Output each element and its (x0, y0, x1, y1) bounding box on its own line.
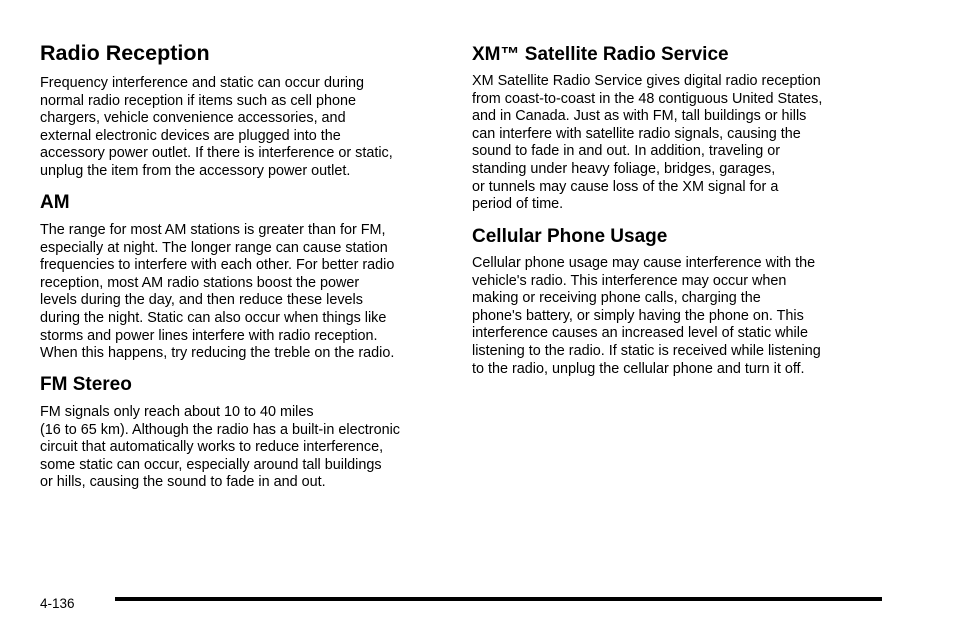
text-line: phone's battery, or simply having the phone on. This (472, 307, 804, 324)
text-line: to the radio, unplug the cellular phone and turn it off. (472, 360, 805, 377)
heading-am: AM (40, 192, 70, 213)
text-line: sound to fade in and out. In addition, traveling or (472, 143, 781, 160)
text-line: reception, most AM radio stations boost the power (40, 274, 360, 291)
text-line: FM signals only reach about 10 to 40 miles (40, 404, 314, 420)
text-line: interference causes an increased level of static while (472, 325, 808, 342)
footer-divider (115, 597, 882, 601)
text-line: from coast-to-coast in the 48 contiguous United States, (472, 90, 823, 107)
text-line: making or receiving phone calls, charging the (472, 290, 761, 307)
text-line: unplug the item from the accessory power outlet. (40, 162, 351, 179)
text-line: during the night. Static can also occur when things like (40, 309, 387, 326)
text-line: Frequency interference and static can occur during (40, 75, 364, 91)
heading-xm-satellite: XM™ Satellite Radio Service (472, 44, 729, 65)
paragraph-am (40, 222, 394, 363)
text-line: especially at night. The longer range can cause station (40, 239, 388, 256)
heading-radio-reception: Radio Reception (40, 41, 210, 65)
text-line: Cellular phone usage may cause interference with the (472, 255, 816, 271)
heading-cellular-phone-usage: Cellular Phone Usage (472, 226, 668, 247)
text-line: storms and power lines interfere with radio reception. (40, 327, 378, 344)
text-line: or hills, causing the sound to fade in and out. (40, 474, 326, 491)
text-line: external electronic devices are plugged into the (40, 127, 341, 144)
text-line: or tunnels may cause loss of the XM signal for a (472, 178, 779, 195)
text-line: listening to the radio. If static is received while listening (472, 342, 821, 359)
text-line: levels during the day, and then reduce these levels (40, 292, 363, 309)
text-line: chargers, vehicle convenience accessories, and (40, 110, 346, 127)
text-line: (16 to 65 km). Although the radio has a built-in electronic (40, 421, 400, 438)
text-line: frequencies to interfere with each other. For better radio (40, 257, 395, 274)
text-line: normal radio reception if items such as cell phone (40, 92, 356, 109)
text-line: accessory power outlet. If there is interference or static, (40, 145, 393, 162)
text-line: and in Canada. Just as with FM, tall buildings or hills (472, 108, 807, 125)
page-number: 4-136 (40, 596, 75, 611)
text-line: can interfere with satellite radio signals, causing the (472, 125, 801, 142)
text-line: The range for most AM stations is greater than for FM, (40, 222, 386, 238)
text-line: XM Satellite Radio Service gives digital radio reception (472, 73, 821, 89)
paragraph-xm-satellite (472, 73, 822, 214)
paragraph-cellular-phone-usage (472, 255, 821, 378)
paragraph-radio-reception (40, 75, 393, 181)
text-line: some static can occur, especially around tall buildings (40, 456, 382, 473)
text-line: When this happens, try reducing the treble on the radio. (40, 345, 395, 362)
paragraph-fm-stereo (40, 404, 400, 492)
text-line: vehicle's radio. This interference may occur when (472, 272, 787, 289)
text-line: period of time. (472, 196, 564, 213)
text-line: standing under heavy foliage, bridges, garages, (472, 160, 776, 177)
heading-fm-stereo: FM Stereo (40, 374, 132, 395)
text-line: circuit that automatically works to reduce interference, (40, 439, 384, 456)
